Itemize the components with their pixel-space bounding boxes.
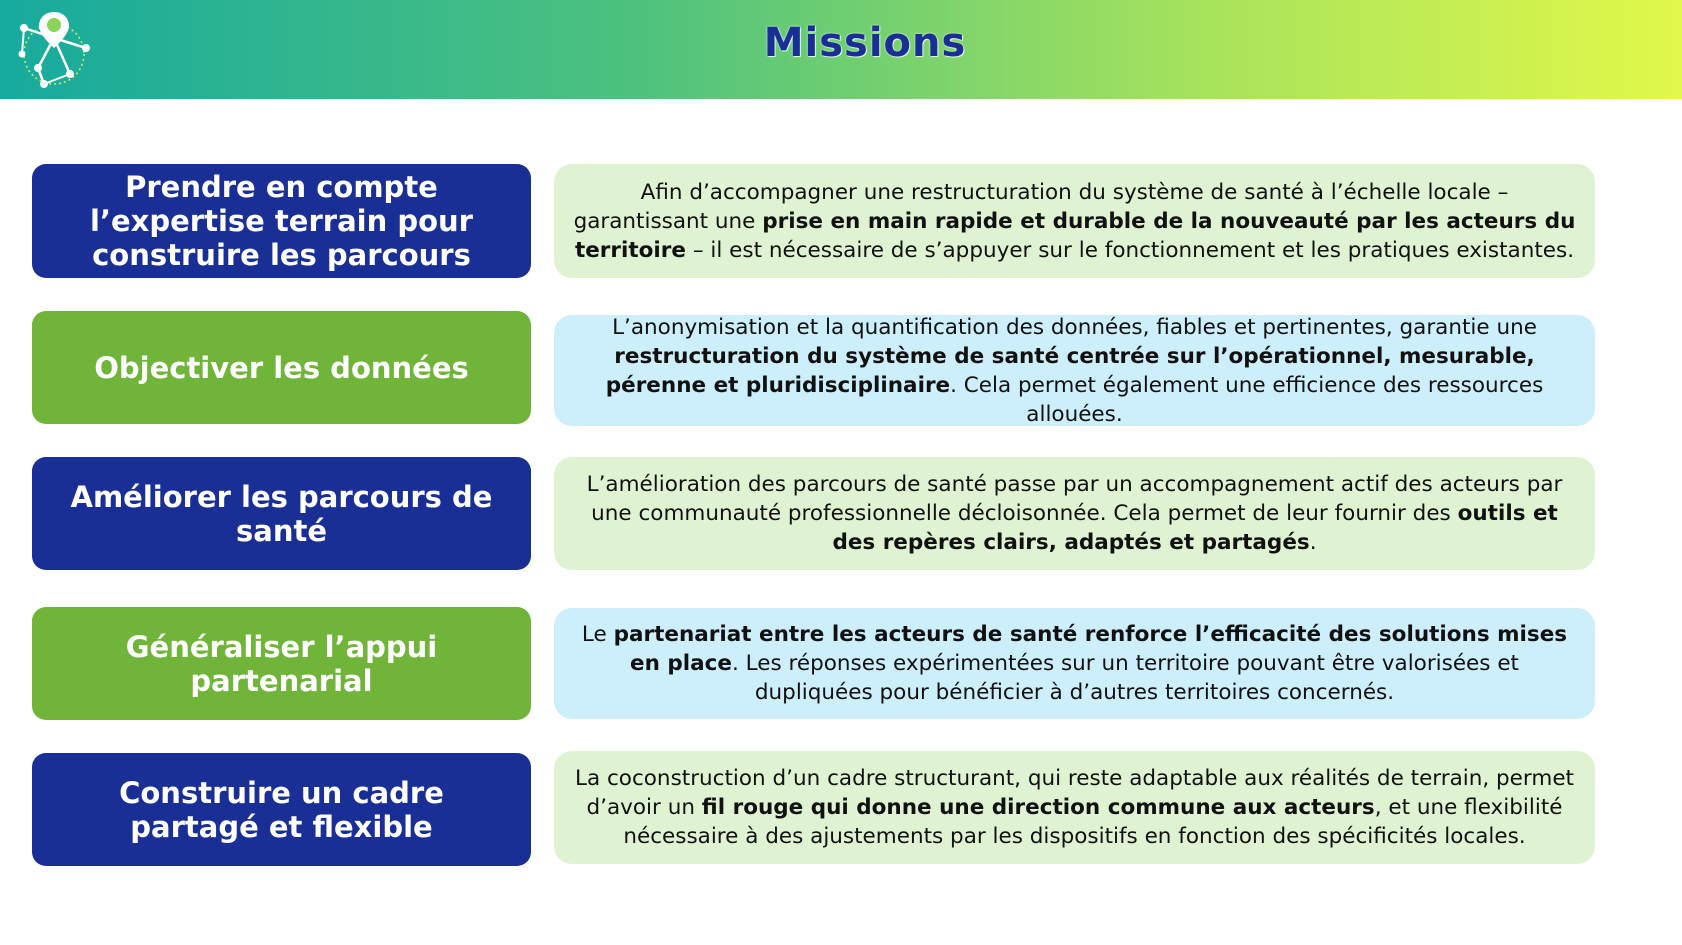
mission-description-3 — [554, 457, 1595, 570]
header-banner — [0, 0, 1682, 99]
mission-label-3: Améliorer les parcours de santé — [32, 457, 531, 570]
mission-description-4 — [554, 608, 1595, 719]
mission-description-2 — [554, 315, 1595, 426]
mission-description-1 — [554, 164, 1595, 278]
mission-description-text: La coconstruction d’un cadre structurant, qui reste adaptable aux réalités de terrain, permet d’avoir un fil rouge qui donne une direction commune aux acteurs, et une flexibilité nécessaire à des ajustements par les dispositifs en fonction des spécificités locales. — [575, 766, 1574, 849]
mission-description-text: Afin d’accompagner une restructuration du système de santé à l’échelle locale – garantissant une prise en main rapide et durable de la nouveauté par les acteurs du territoire – il est nécessaire de s’appuyer sur le fonctionnement et les pratiques existantes. — [573, 179, 1576, 263]
mission-label-1: Prendre en compte l’expertise terrain pour construire les parcours — [32, 164, 531, 278]
mission-description-text: L’amélioration des parcours de santé passe par un accompagnement actif des acteurs par une communauté professionnelle décloisonnée. Cela permet de leur fournir des outils et des repères clairs, adaptés et partagés. — [586, 472, 1563, 555]
mission-label-5: Construire un cadre partagé et flexible — [32, 753, 531, 866]
mission-description-text: L’anonymisation et la quantification des données, fiables et pertinentes, garantie une restructuration du système de santé centrée sur l’opérationnel, mesurable, pérenne et pluridisciplinaire. Cela permet également une efficience des ressources allouées. — [605, 314, 1544, 427]
mission-description-text: Le partenariat entre les acteurs de santé renforce l’efficacité des solutions mises en place. Les réponses expérimentées sur un territoire pouvant être valorisées et dupliquées pour bénéficier à d’autres territoires concernés. — [581, 622, 1568, 705]
mission-description-5 — [554, 751, 1595, 864]
mission-label-2: Objectiver les données — [32, 311, 531, 424]
page-title: Missions — [763, 20, 967, 66]
mission-label-4: Généraliser l’appui partenarial — [32, 607, 531, 720]
